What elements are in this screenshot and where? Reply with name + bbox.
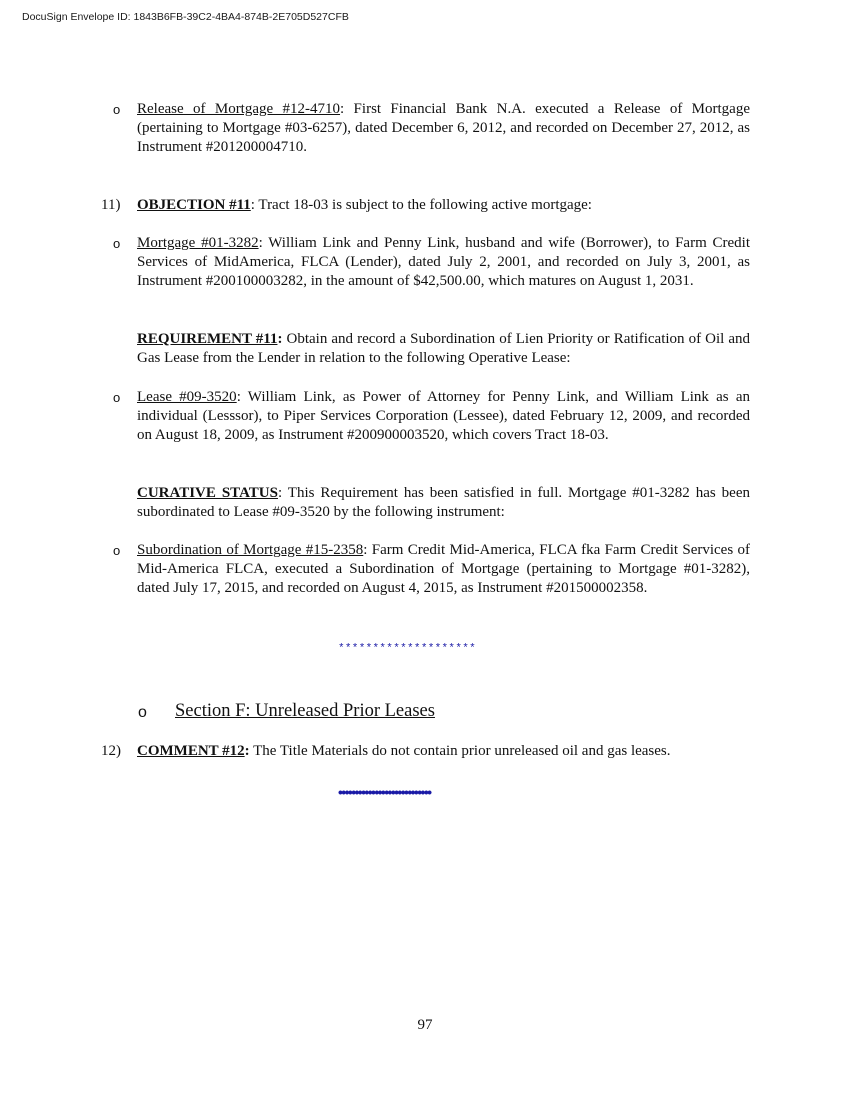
requirement-11-label: REQUIREMENT #11 [137,331,278,347]
mortgage-title: Mortgage #01-3282 [137,235,259,251]
envelope-id: DocuSign Envelope ID: 1843B6FB-39C2-4BA4-874B-2E705D527CFB [22,11,349,23]
subordination-paragraph [137,541,750,599]
separator-stars: ******************** [338,643,477,655]
mortgage-text: : William Link and Penny Link, husband and wife (Borrower), to Farm Credit Services of MidAmerica, FLCA (Lender), dated July 2, 2001, and recorded on July 3, 2001, as Instrument #200100003282, in the amount of $42,500.00, which matures on August 1, 2031. [137,235,751,290]
comment-12-text: The Title Materials do not contain prior unreleased oil and gas leases. [249,743,671,759]
curative-status-label: CURATIVE STATUS [137,485,278,501]
comment-12-colon: : [244,743,250,759]
requirement-11-text: Obtain and record a Subordination of Lien Priority or Ratification of Oil and Gas Lease from the Lender in relation to the following Operative Lease: [137,331,750,367]
comment-12-number: 12) [101,743,121,759]
curative-status-text: : This Requirement has been satisfied in full. Mortgage #01-3282 has been subordinated to Lease #09-3520 by the following instrument: [137,485,750,521]
bullet-subordination: o [113,543,121,558]
requirement-11-paragraph [137,330,750,368]
release-text: : First Financial Bank N.A. executed a Release of Mortgage (pertaining to Mortgage #03-6257), dated December 6, 2012, and recorded on December 27, 2012, as Instrument #201200004710. [137,101,750,156]
mortgage-paragraph [137,234,750,292]
objection-11-text: : Tract 18-03 is subject to the following active mortgage: [250,197,592,213]
subordination-title: Subordination of Mortgage #15-2358 [137,542,364,558]
curative-status-paragraph [137,484,750,522]
comment-12-label: COMMENT #12 [137,743,245,759]
bullet-section-f: o [138,704,147,721]
release-paragraph [137,100,750,158]
bullet-mortgage: o [113,236,121,251]
objection-11-number: 11) [101,197,121,213]
release-title: Release of Mortgage #12-4710 [137,101,341,117]
lease-text: : William Link, as Power of Attorney for Penny Link, and William Link as an individual (Lesssor), to Piper Services Corporation (Lessee), dated February 12, 2009, and recorded on August 18, 2009, as Instrument #200900003520, which covers Tract 18-03. [137,389,750,444]
subordination-text: : Farm Credit Mid-America, FLCA fka Farm Credit Services of Mid-America FLCA, executed a Subordination of Mortgage (pertaining to Mortgage #01-3282), dated July 17, 2015, and recorded on August 4, 2015, as Instrument #201500002358. [137,542,750,597]
lease-title: Lease #09-3520 [137,389,237,405]
comment-12-paragraph [137,742,750,761]
section-f-heading: Section F: Unreleased Prior Leases [175,701,435,721]
objection-11-label: OBJECTION #11 [137,197,251,213]
objection-11-paragraph [137,196,750,215]
page-number: 97 [417,1017,433,1033]
separator-dots: •••••••••••••••••••••••••••• [338,784,431,800]
requirement-11-colon: : [277,331,283,347]
bullet-lease: o [113,390,121,405]
lease-paragraph [137,388,750,446]
bullet-release: o [113,102,121,117]
